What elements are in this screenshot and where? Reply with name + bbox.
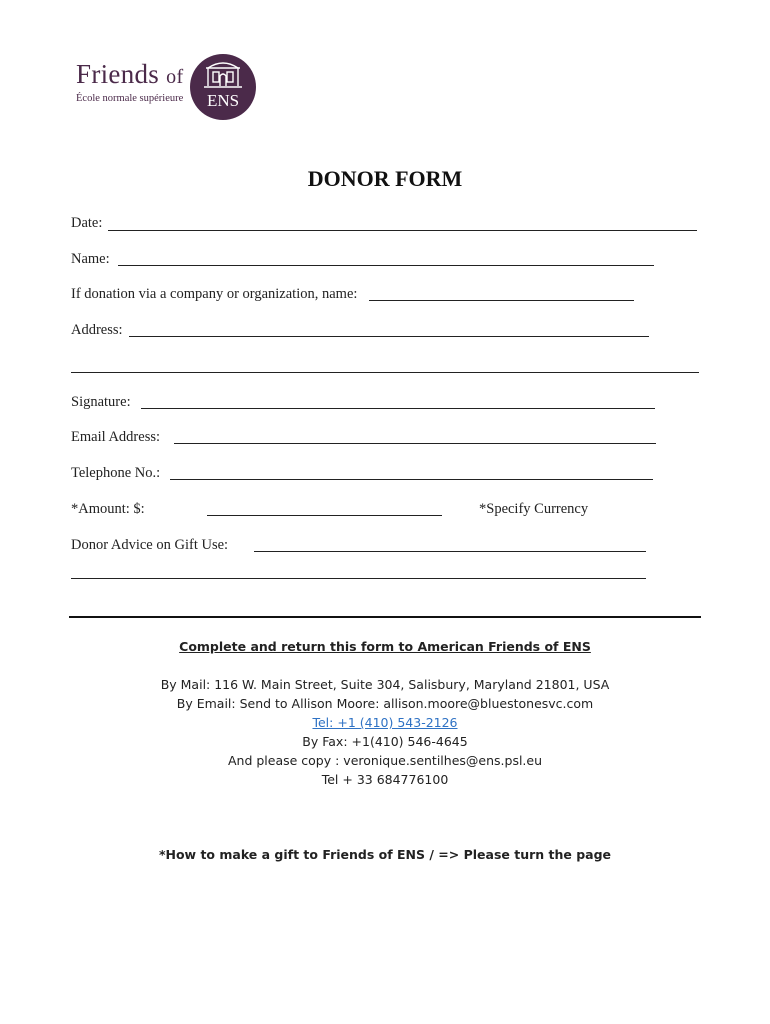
telephone-label: Telephone No.:	[71, 465, 161, 481]
telephone-field[interactable]	[170, 479, 653, 480]
amount-field[interactable]	[207, 515, 442, 516]
telephone-link[interactable]: Tel: +1 (410) 543-2126	[312, 715, 458, 730]
date-field[interactable]	[108, 230, 697, 231]
company-field[interactable]	[369, 300, 634, 301]
currency-label: *Specify Currency	[479, 501, 589, 517]
amount-label: *Amount: $:	[71, 501, 145, 517]
address-field-line-2[interactable]	[71, 372, 699, 373]
seal-ens-text: ENS	[206, 91, 240, 110]
ens-building-seal-icon	[190, 52, 256, 122]
logo-friends-text: Friends	[76, 59, 160, 89]
company-label: If donation via a company or organization, name:	[71, 286, 358, 302]
email-field[interactable]	[174, 443, 656, 444]
copy-email: And please copy : veronique.sentilhes@ens.psl.eu	[227, 753, 543, 768]
logo-wordmark	[76, 60, 183, 105]
logo-of-text: of	[166, 66, 184, 88]
donor-advice-label: Donor Advice on Gift Use:	[71, 537, 229, 553]
secondary-telephone: Tel + 33 684776100	[321, 772, 449, 787]
fax-number: By Fax: +1(410) 546-4645	[302, 734, 468, 749]
address-label: Address:	[71, 322, 123, 338]
address-field-line-1[interactable]	[129, 336, 649, 337]
turn-page-note: *How to make a gift to Friends of ENS / => Please turn the page	[158, 847, 612, 862]
page-title: DONOR FORM	[307, 166, 463, 191]
name-label: Name:	[71, 251, 110, 267]
logo-subtitle: École normale supérieure	[76, 93, 184, 104]
donor-advice-field-line-2[interactable]	[71, 578, 646, 579]
section-divider	[69, 616, 701, 618]
email-contact: By Email: Send to Allison Moore: allison.moore@bluestonesvc.com	[176, 696, 594, 711]
mail-address: By Mail: 116 W. Main Street, Suite 304, Salisbury, Maryland 21801, USA	[160, 677, 610, 692]
donor-advice-field-line-1[interactable]	[254, 551, 646, 552]
email-label: Email Address:	[71, 429, 161, 445]
return-instructions-heading: Complete and return this form to American Friends of ENS	[179, 639, 591, 654]
name-field[interactable]	[118, 265, 654, 266]
date-label: Date:	[71, 215, 103, 231]
signature-field[interactable]	[141, 408, 655, 409]
signature-label: Signature:	[71, 394, 131, 410]
friends-of-ens-logo	[76, 52, 261, 124]
